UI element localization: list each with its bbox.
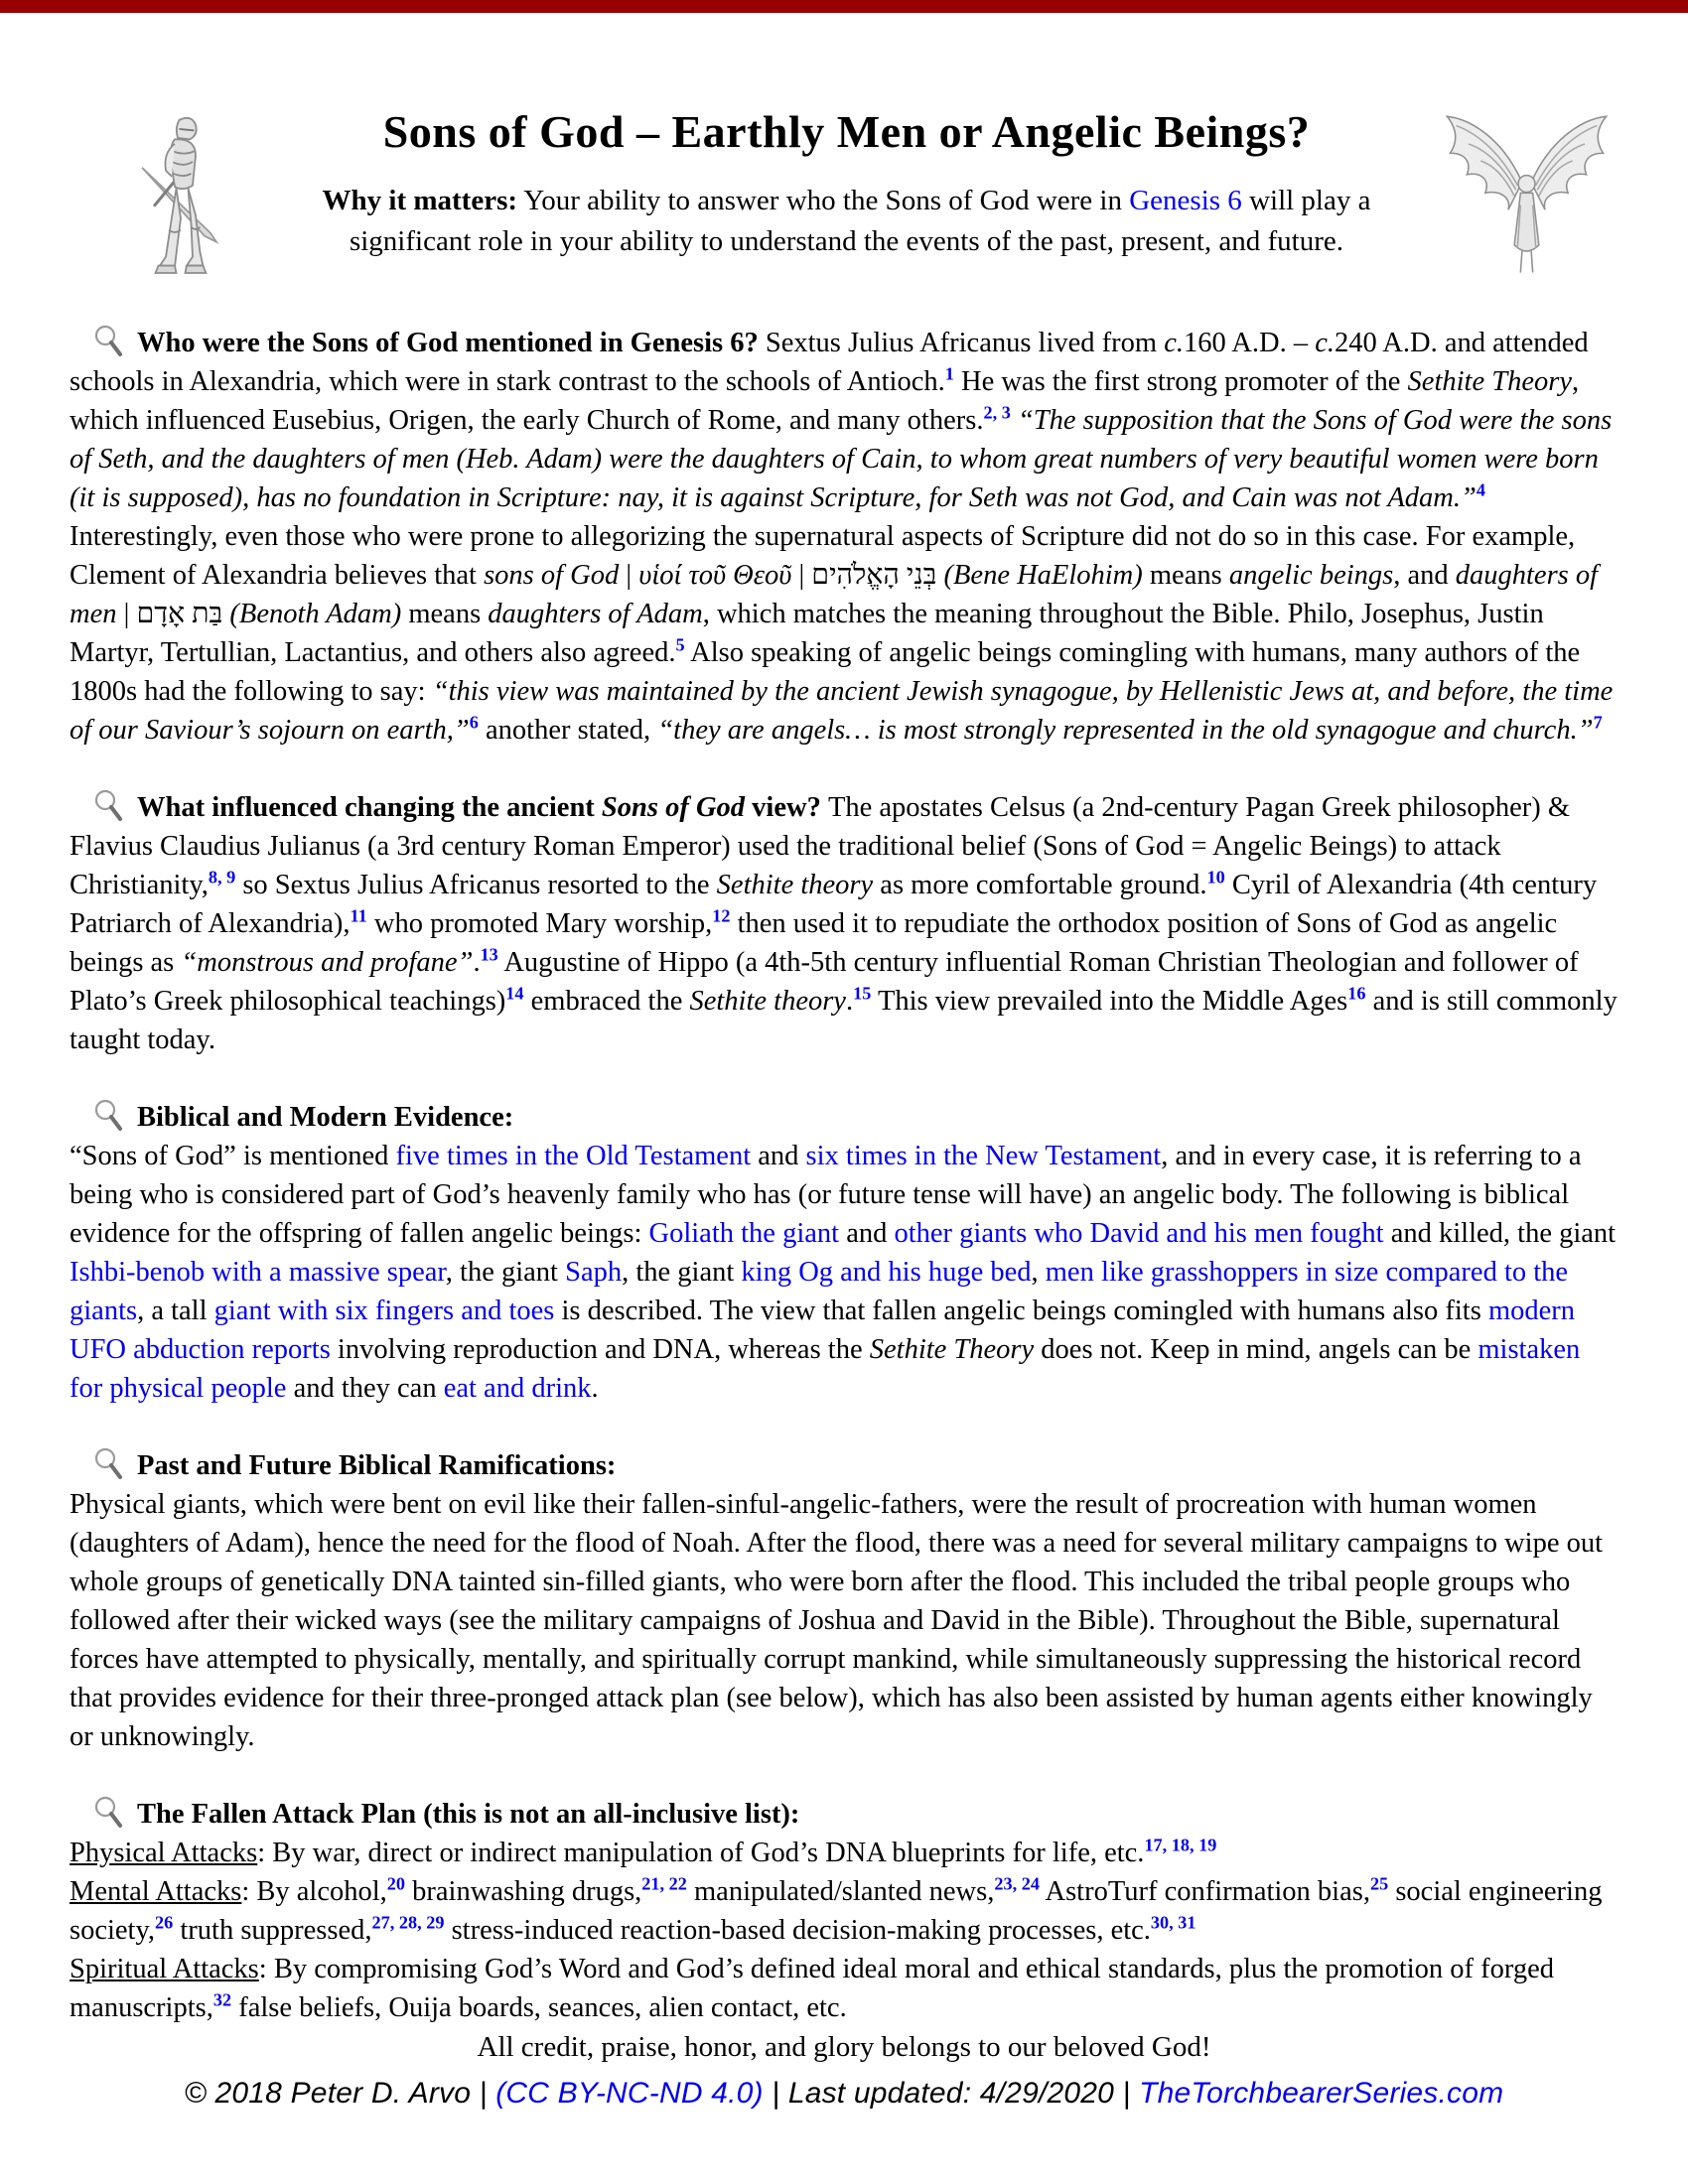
- text-run: Sethite theory: [689, 986, 846, 1017]
- text-run: : By war, direct or indirect manipulation of God’s DNA blueprints for life, etc.: [257, 1838, 1145, 1868]
- text-run: angelic beings: [1228, 560, 1394, 591]
- text-run: and they can: [286, 1373, 444, 1404]
- link[interactable]: men like grasshoppers in size compared to the giants: [70, 1257, 1576, 1326]
- link[interactable]: giant with six fingers and toes: [213, 1296, 555, 1326]
- text-run: : By compromising God’s Word and God’s defined ideal moral and ethical standards, plus the promotion of forged manuscripts,: [70, 1954, 1562, 2023]
- text-run: c.: [1164, 328, 1184, 358]
- footnote-ref[interactable]: 17, 18, 19: [1144, 1835, 1217, 1855]
- text-run: The apostates Celsus (a 2nd-century Pagan Greek philosopher) & Flavius Claudius Julianus (a 3rd century Roman Emperor) used the traditional belief (Sons of God = Angelic Beings) to attack Christianity,: [70, 792, 1578, 900]
- text-run: Also speaking of angelic beings comingling with humans, many authors of the 1800s had the following to say:: [70, 637, 1588, 707]
- spiritual-attacks-line: [70, 1950, 1618, 2027]
- text-run: “they are angels… is most strongly represented in the old synagogue and church.”: [657, 715, 1594, 746]
- text-run: He was the first strong promoter of the: [953, 366, 1408, 397]
- magnifier-icon: [91, 1795, 127, 1829]
- link[interactable]: five times in the Old Testament: [395, 1141, 752, 1171]
- paragraph: [70, 1485, 1618, 1756]
- text-run: .: [591, 1373, 599, 1404]
- footnote-ref[interactable]: 7: [1593, 712, 1603, 733]
- text-run: and killed, the giant: [1383, 1218, 1623, 1249]
- link[interactable]: six times in the New Testament: [805, 1141, 1162, 1171]
- text-run: “Sons of God” is mentioned: [70, 1141, 396, 1171]
- footnote-ref[interactable]: 32: [212, 1989, 232, 2010]
- magnifier-icon: [91, 788, 127, 822]
- text-run: Past and Future Biblical Ramifications:: [137, 1450, 617, 1481]
- section-who-were-sons-of-god: [70, 324, 1618, 750]
- text-run: then used it to repudiate the orthodox position of Sons of God as angelic beings as: [70, 908, 1565, 978]
- text-run: (Bene HaElohim): [943, 560, 1143, 591]
- link[interactable]: eat and drink: [443, 1373, 592, 1404]
- text-run: embraced the: [523, 986, 690, 1017]
- angel-image: [1435, 113, 1618, 282]
- text-run: | Last updated: 4/29/2020 |: [763, 2077, 1140, 2110]
- text-run: truth suppressed,: [173, 1915, 372, 1946]
- text-run: Why it matters:: [322, 185, 518, 216]
- text-run: .: [473, 947, 481, 978]
- text-run: c.: [1315, 328, 1335, 358]
- link[interactable]: Saph: [565, 1257, 623, 1288]
- magnifier-icon: [91, 324, 127, 357]
- text-run: view?: [745, 792, 828, 823]
- text-run: another stated,: [478, 715, 658, 746]
- link[interactable]: Ishbi-benob with a massive spear: [70, 1257, 446, 1288]
- text-run: means: [401, 599, 489, 629]
- text-run: Augustine of Hippo (a 4th-5th century influential Roman Christian Theologian and follower of Plato’s Greek philosophical teachings): [70, 947, 1586, 1017]
- section-heading: [70, 1446, 1618, 1485]
- text-run: Sethite Theory: [1407, 366, 1572, 397]
- footnote-ref[interactable]: 21, 22: [641, 1873, 687, 1894]
- text-run: .: [845, 986, 854, 1017]
- text-run: “The supposition that the Sons of God were the sons of Seth, and the daughters of men (Heb. Adam) were the daughters of Cain, to whom great numbers of very beautiful women were born (it is supposed), has no foundation in Scripture: nay, it is against Scripture, for Seth was not God, and Cain was not Adam.”: [70, 405, 1619, 513]
- text-run: , which matches the meaning throughout the Bible. Philo, Josephus, Justin Martyr, Tertullian, Lactantius, and others also agreed.: [70, 599, 1551, 668]
- footnote-ref[interactable]: 30, 31: [1150, 1912, 1196, 1933]
- text-run: |: [116, 599, 137, 629]
- text-run: This view prevailed into the Middle Ages: [871, 986, 1348, 1017]
- text-run: , and in every case, it is referring to a being who is considered part of God’s heavenly family who has (or future tense will have) an angelic body. The following is biblical evidence for the offspring of fallen angelic beings:: [70, 1141, 1589, 1249]
- footnote-ref[interactable]: 2, 3: [983, 402, 1011, 423]
- section-past-future-ramifications: [70, 1446, 1618, 1756]
- text-run: Physical Attacks: [70, 1838, 258, 1868]
- text-run: 160 A.D. –: [1183, 328, 1316, 358]
- text-run: Sextus Julius Africanus lived from: [765, 328, 1165, 358]
- text-run: who promoted Mary worship,: [366, 908, 713, 939]
- link[interactable]: mistaken for physical people: [70, 1334, 1588, 1404]
- link[interactable]: TheTorchbearerSeries.com: [1139, 2077, 1504, 2110]
- page-title: Sons of God – Earthly Men or Angelic Beings?: [382, 106, 1311, 157]
- physical-attacks-line: [70, 1834, 1618, 1872]
- link[interactable]: Goliath the giant: [648, 1218, 840, 1249]
- text-run: sons of God: [484, 560, 620, 591]
- text-run: AstroTurf confirmation bias,: [1039, 1876, 1370, 1907]
- text-run: , and: [1393, 560, 1456, 591]
- section-what-influenced-change: [70, 788, 1624, 1059]
- text-run: stress-induced reaction-based decision-making processes, etc.: [444, 1915, 1151, 1946]
- text-run: Mental Attacks: [70, 1876, 242, 1907]
- text-run: daughters of Adam: [488, 599, 703, 629]
- text-run: as more comfortable ground.: [873, 870, 1207, 900]
- why-it-matters: [268, 181, 1425, 262]
- text-run: Interestingly, even those who were prone to allegorizing the supernatural aspects of Scripture did not do so in this case. For example, Clement of Alexandria believes that: [70, 482, 1583, 591]
- page-top-border: [0, 0, 1688, 13]
- footnote-ref[interactable]: 12: [712, 905, 731, 926]
- section-biblical-modern-evidence: [70, 1098, 1623, 1408]
- footnote-ref[interactable]: 15: [853, 983, 872, 1004]
- paragraph: [70, 324, 1618, 750]
- text-run: © 2018 Peter D. Arvo |: [184, 2077, 496, 2110]
- footnote-ref[interactable]: 11: [350, 905, 367, 926]
- text-run: What influenced changing the ancient: [137, 792, 602, 823]
- text-run: Sons of God: [601, 792, 746, 823]
- paragraph: [70, 1137, 1623, 1408]
- link[interactable]: king Og and his huge bed: [741, 1257, 1032, 1288]
- text-run: does not. Keep in mind, angels can be: [1034, 1334, 1478, 1365]
- text-run: false beliefs, Ouija boards, seances, alien contact, etc.: [231, 1992, 847, 2023]
- footer-copyright-line: [0, 2075, 1688, 2113]
- text-run: The Fallen Attack Plan (this is not an all-inclusive list):: [137, 1799, 800, 1830]
- text-run: Spiritual Attacks: [70, 1954, 259, 1984]
- text-run: daughters of men: [70, 560, 1606, 629]
- text-run: Physical giants, which were bent on evil like their fallen-sinful-angelic-fathers, were the result of procreation with human women (daughters of Adam), hence the need for the flood of Noah. After the flood, there was a need for several military campaigns to wipe out whole groups of genetically DNA tainted sin-filled giants, who were born after the flood. This included the tribal people groups who followed after their wicked ways (see the military campaigns of Joshua and David in the Bible). Throughout the Bible, supernatural forces have attempted to physically, mentally, and spiritually corrupt mankind, while simultaneously suppressing the historical record that provides evidence for their three-pronged attack plan (see below), which has also been assisted by human agents either knowingly or unknowingly.: [70, 1489, 1611, 1752]
- footnote-ref[interactable]: 27, 28, 29: [371, 1912, 445, 1933]
- footer: [0, 2027, 1688, 2113]
- text-run: means: [1142, 560, 1229, 591]
- text-run: , a tall: [137, 1296, 214, 1326]
- text-run: , the giant: [445, 1257, 566, 1288]
- paragraph: [70, 788, 1624, 1059]
- header-center: [258, 91, 1435, 262]
- text-run: : By alcohol,: [241, 1876, 387, 1907]
- footer-credit-line: All credit, praise, honor, and glory belongs to our beloved God!: [477, 2031, 1211, 2063]
- section-heading: [70, 1795, 1618, 1834]
- text-run: Cyril of Alexandria (4th century Patriarch of Alexandria),: [70, 870, 1605, 939]
- text-run: and: [839, 1218, 895, 1249]
- text-run: Who were the Sons of God mentioned in Genesis 6?: [137, 328, 766, 358]
- text-run: |: [619, 560, 639, 591]
- section-fallen-attack-plan: [70, 1795, 1618, 2027]
- magnifier-icon: [91, 1098, 127, 1132]
- text-run: Sethite theory: [716, 870, 874, 900]
- text-run: social engineering society,: [70, 1876, 1610, 1946]
- text-run: Sethite Theory: [869, 1334, 1035, 1365]
- text-run: |: [791, 560, 812, 591]
- footnote-ref[interactable]: 26: [155, 1912, 174, 1933]
- footnote-ref[interactable]: 5: [675, 634, 685, 655]
- footnote-ref[interactable]: 20: [386, 1873, 406, 1894]
- text-run: [936, 560, 943, 591]
- footnote-ref[interactable]: 25: [1369, 1873, 1389, 1894]
- text-run: ,: [1031, 1257, 1046, 1288]
- footnote-ref[interactable]: 1: [944, 363, 954, 384]
- footnote-ref[interactable]: 13: [480, 944, 498, 965]
- text-run: “monstrous and profane”: [181, 947, 474, 978]
- link[interactable]: Genesis 6: [1129, 185, 1242, 216]
- text-run: so Sextus Julius Africanus resorted to the: [235, 870, 717, 900]
- link[interactable]: other giants who David and his men fought: [894, 1218, 1384, 1249]
- footnote-ref[interactable]: 10: [1206, 867, 1225, 887]
- footnote-ref[interactable]: 14: [505, 983, 524, 1004]
- text-run: , which influenced Eusebius, Origen, the early Church of Rome, and many others.: [70, 366, 1587, 436]
- magnifier-icon: [91, 1446, 127, 1480]
- text-run: υἱοί τοῦ Θεοῦ: [638, 560, 792, 591]
- footnote-ref[interactable]: 8, 9: [208, 867, 236, 887]
- text-run: (Benoth Adam): [229, 599, 402, 629]
- text-run: , the giant: [622, 1257, 742, 1288]
- text-run: will play a significant role in your ability to understand the events of the past, present, and future.: [349, 185, 1378, 257]
- text-run: Your ability to answer who the Sons of God were in: [517, 185, 1130, 216]
- text-run: brainwashing drugs,: [405, 1876, 642, 1907]
- text-run: 240 A.D. and attended schools in Alexandria, which were in stark contrast to the schools of Antioch.: [70, 328, 1596, 397]
- mental-attacks-line: [70, 1872, 1618, 1950]
- link[interactable]: modern UFO abduction reports: [70, 1296, 1583, 1365]
- text-run: Biblical and Modern Evidence:: [137, 1102, 514, 1133]
- text-run: בְּנֵי הָאֱלֹהִים: [811, 560, 937, 591]
- text-run: בַּת אָדָם: [136, 599, 223, 629]
- footnote-ref[interactable]: 16: [1347, 983, 1366, 1004]
- footnote-ref[interactable]: 23, 24: [994, 1873, 1040, 1894]
- header: [0, 0, 1688, 285]
- text-run: “this view was maintained by the ancient Jewish synagogue, by Hellenistic Jews at, and before, the time of our Saviour’s sojourn on earth,”: [70, 676, 1620, 746]
- text-run: involving reproduction and DNA, whereas the: [330, 1334, 870, 1365]
- text-run: and is still commonly taught today.: [70, 986, 1624, 1055]
- footnote-ref[interactable]: 6: [469, 712, 479, 733]
- footnote-ref[interactable]: 4: [1476, 479, 1485, 500]
- link[interactable]: (CC BY-NC-ND 4.0): [495, 2077, 764, 2110]
- text-run: is described. The view that fallen angelic beings comingled with humans also fits: [554, 1296, 1488, 1326]
- giant-warrior-image: [109, 111, 258, 285]
- document-body: [0, 285, 1688, 2027]
- text-run: manipulated/slanted news,: [686, 1876, 995, 1907]
- text-run: and: [751, 1141, 806, 1171]
- section-heading: [70, 1098, 1618, 1137]
